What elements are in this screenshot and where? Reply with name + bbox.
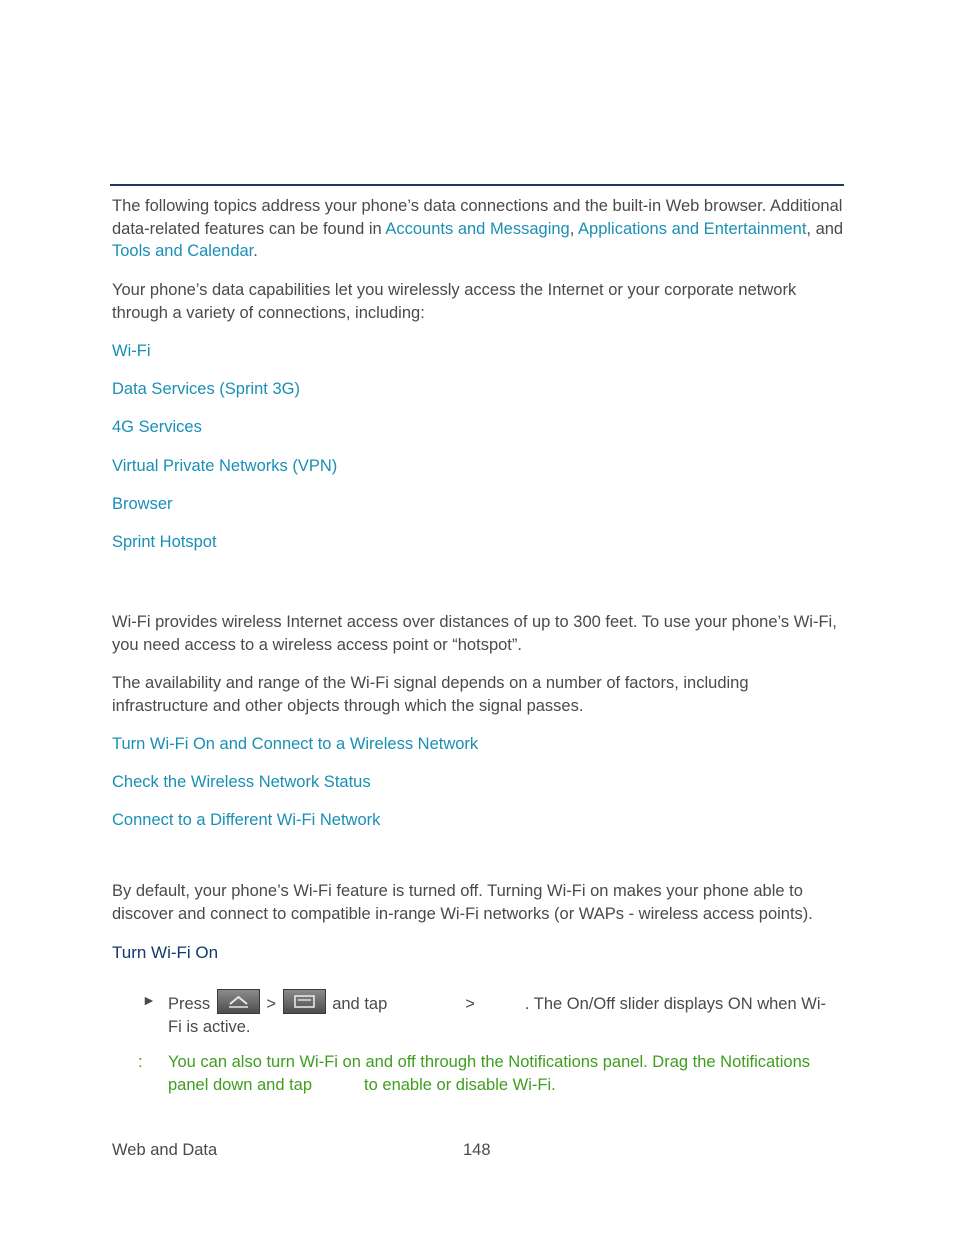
step-text: Press > and tap > . The On/Off slider displays ON when Wi- Fi is active. bbox=[168, 989, 848, 1038]
topic-link-data-services[interactable]: Data Services (Sprint 3G) bbox=[112, 380, 300, 398]
note-colon: : bbox=[138, 1053, 143, 1071]
menu-key-icon bbox=[283, 989, 326, 1014]
topic-link-hotspot[interactable]: Sprint Hotspot bbox=[112, 533, 217, 551]
intro-paragraph: The following topics address your phone’s data connections and the built-in Web browser. Additional data-related features can be found in Accounts and Messaging, Applications and Entertainment, and Tools and Calendar. bbox=[112, 197, 844, 260]
footer-section: Web and Data bbox=[112, 1141, 218, 1159]
default-paragraph: By default, your phone’s Wi-Fi feature is turned off. Turning Wi-Fi on makes your phone able to discover and connect to compatible in-range Wi-Fi networks (or WAPs - wireless access points). bbox=[112, 882, 813, 923]
step-bullet: ► bbox=[142, 992, 156, 1008]
footer-page-number: 148 bbox=[463, 1141, 491, 1159]
link-turn-wifi-on[interactable]: Turn Wi-Fi On and Connect to a Wireless Network bbox=[112, 735, 479, 753]
link-accounts-messaging[interactable]: Accounts and Messaging bbox=[385, 219, 570, 238]
topic-link-wifi[interactable]: Wi-Fi bbox=[112, 342, 151, 360]
wifi-intro-paragraph: Wi-Fi provides wireless Internet access over distances of up to 300 feet. To use your phone’s Wi-Fi, you need access to a wireless access point or “hotspot”. bbox=[112, 613, 837, 654]
topic-link-vpn[interactable]: Virtual Private Networks (VPN) bbox=[112, 457, 338, 475]
topic-link-browser[interactable]: Browser bbox=[112, 495, 173, 513]
link-applications-entertainment[interactable]: Applications and Entertainment bbox=[578, 219, 807, 238]
intro-text: The following topics address your phone’s data connections and the built-in Web browser. Additional data-related features can be found in bbox=[112, 197, 843, 238]
topic-link-4g[interactable]: 4G Services bbox=[112, 418, 202, 436]
note-text: You can also turn Wi-Fi on and off through the Notifications panel. Drag the Notifications panel down and tap to enable or disable Wi-Fi. bbox=[168, 1053, 811, 1094]
link-check-status[interactable]: Check the Wireless Network Status bbox=[112, 773, 371, 791]
subheading-turn-wifi-on: Turn Wi-Fi On bbox=[112, 943, 219, 962]
wifi-range-paragraph: The availability and range of the Wi-Fi signal depends on a number of factors, including infrastructure and other objects through which the signal passes. bbox=[112, 674, 749, 715]
link-tools-calendar[interactable]: Tools and Calendar bbox=[112, 242, 254, 260]
capabilities-paragraph: Your phone’s data capabilities let you wirelessly access the Internet or your corporate network through a variety of connections, including: bbox=[112, 281, 797, 322]
link-different-network[interactable]: Connect to a Different Wi-Fi Network bbox=[112, 811, 381, 829]
home-key-icon bbox=[217, 989, 260, 1014]
header-rule bbox=[110, 184, 844, 186]
